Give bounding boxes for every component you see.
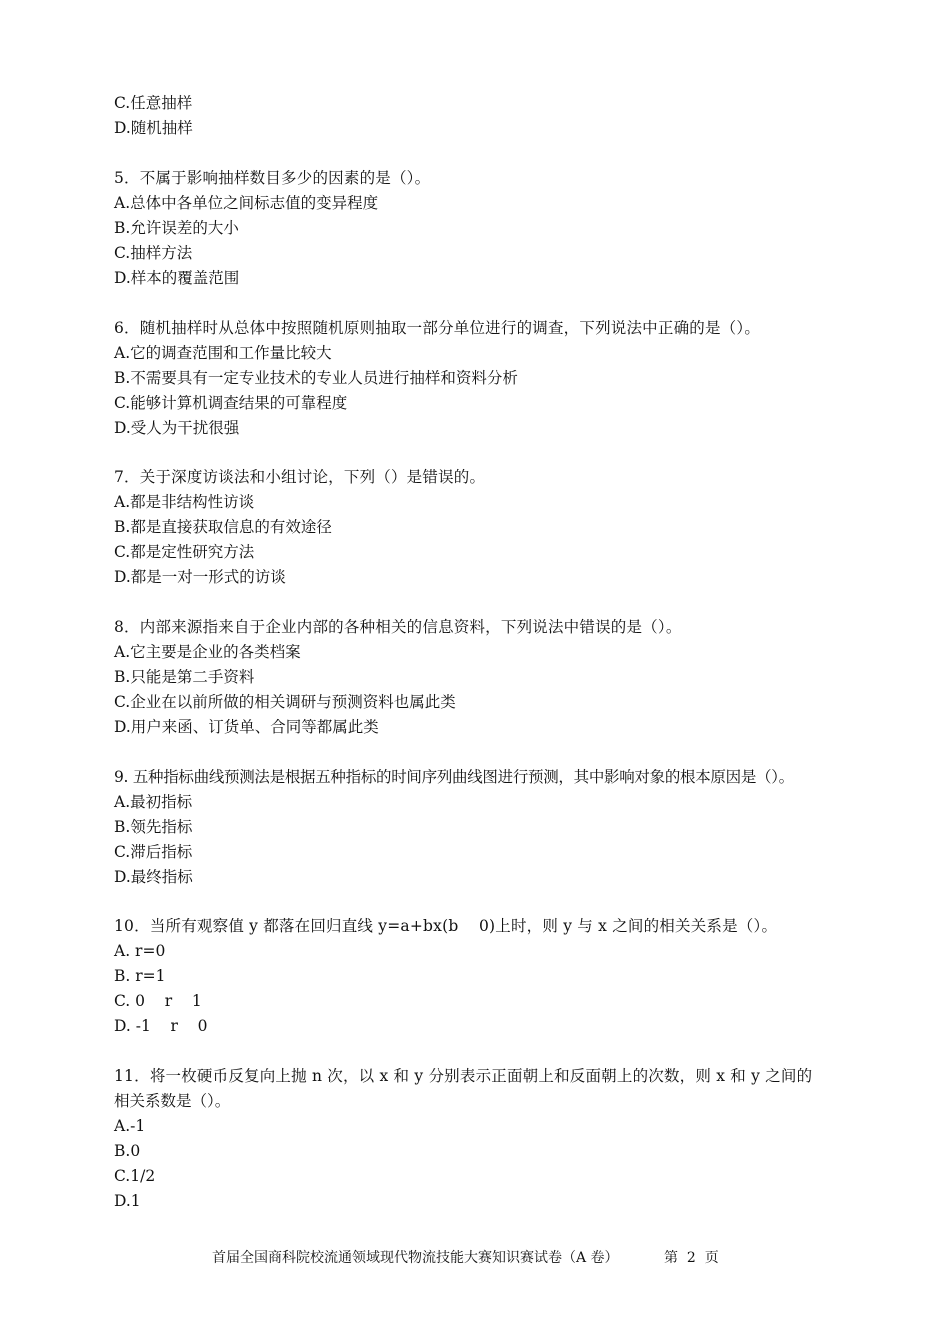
- option-7b: B.都是直接获取信息的有效途径: [114, 518, 332, 536]
- option-5a: A.总体中各单位之间标志值的变异程度: [114, 194, 379, 212]
- question-11: 11．将一枚硬币反复向上抛 n 次，以 x 和 y 分别表示正面朝上和反面朝上的次数，则 x 和 y 之间的: [114, 1067, 813, 1085]
- option-11b: B.0: [114, 1142, 141, 1160]
- option-4d: D.随机抽样: [114, 119, 193, 137]
- option-10a: A. r=0: [114, 942, 166, 960]
- footer-title: 首届全国商科院校流通领域现代物流技能大赛知识赛试卷（A 卷）: [212, 1250, 619, 1266]
- option-8d: D.用户来函、订货单、合同等都属此类: [114, 718, 379, 736]
- option-7a: A.都是非结构性访谈: [114, 493, 255, 511]
- question-9: 9. 五种指标曲线预测法是根据五种指标的时间序列曲线图进行预测，其中影响对象的根本原因是（）。: [114, 768, 794, 786]
- question-11-cont: 相关系数是（）。: [114, 1092, 231, 1110]
- option-10c: C. 0 r 1: [114, 992, 202, 1010]
- option-4c: C.任意抽样: [114, 94, 193, 112]
- option-11a: A.-1: [114, 1117, 146, 1135]
- option-10b: B. r=1: [114, 967, 166, 985]
- option-6d: D.受人为干扰很强: [114, 419, 240, 437]
- option-8a: A.它主要是企业的各类档案: [114, 643, 301, 661]
- question-5: 5．不属于影响抽样数目多少的因素的是（）。: [114, 169, 431, 187]
- option-11c: C.1/2: [114, 1167, 156, 1185]
- option-9b: B.领先指标: [114, 818, 193, 836]
- option-11d: D.1: [114, 1192, 141, 1210]
- option-6a: A.它的调查范围和工作量比较大: [114, 344, 332, 362]
- option-5d: D.样本的覆盖范围: [114, 269, 240, 287]
- option-8b: B.只能是第二手资料: [114, 668, 255, 686]
- option-9c: C.滞后指标: [114, 843, 193, 861]
- option-5c: C.抽样方法: [114, 244, 193, 262]
- question-6: 6．随机抽样时从总体中按照随机原则抽取一部分单位进行的调查，下列说法中正确的是（）。: [114, 319, 761, 337]
- question-10: 10．当所有观察值 y 都落在回归直线 y=a+bx(b 0)上时，则 y 与 x 之间的相关关系是（）。: [114, 917, 778, 935]
- footer-page-number: 第 2 页: [664, 1250, 719, 1266]
- option-6b: B.不需要具有一定专业技术的专业人员进行抽样和资料分析: [114, 369, 518, 387]
- question-7: 7．关于深度访谈法和小组讨论，下列（）是错误的。: [114, 468, 486, 486]
- option-6c: C.能够计算机调查结果的可靠程度: [114, 394, 348, 412]
- option-7d: D.都是一对一形式的访谈: [114, 568, 286, 586]
- option-9d: D.最终指标: [114, 868, 193, 886]
- question-8: 8．内部来源指来自于企业内部的各种相关的信息资料，下列说法中错误的是（）。: [114, 618, 682, 636]
- option-7c: C.都是定性研究方法: [114, 543, 255, 561]
- option-8c: C.企业在以前所做的相关调研与预测资料也属此类: [114, 693, 456, 711]
- option-5b: B.允许误差的大小: [114, 219, 239, 237]
- option-10d: D. -1 r 0: [114, 1017, 208, 1035]
- option-9a: A.最初指标: [114, 793, 193, 811]
